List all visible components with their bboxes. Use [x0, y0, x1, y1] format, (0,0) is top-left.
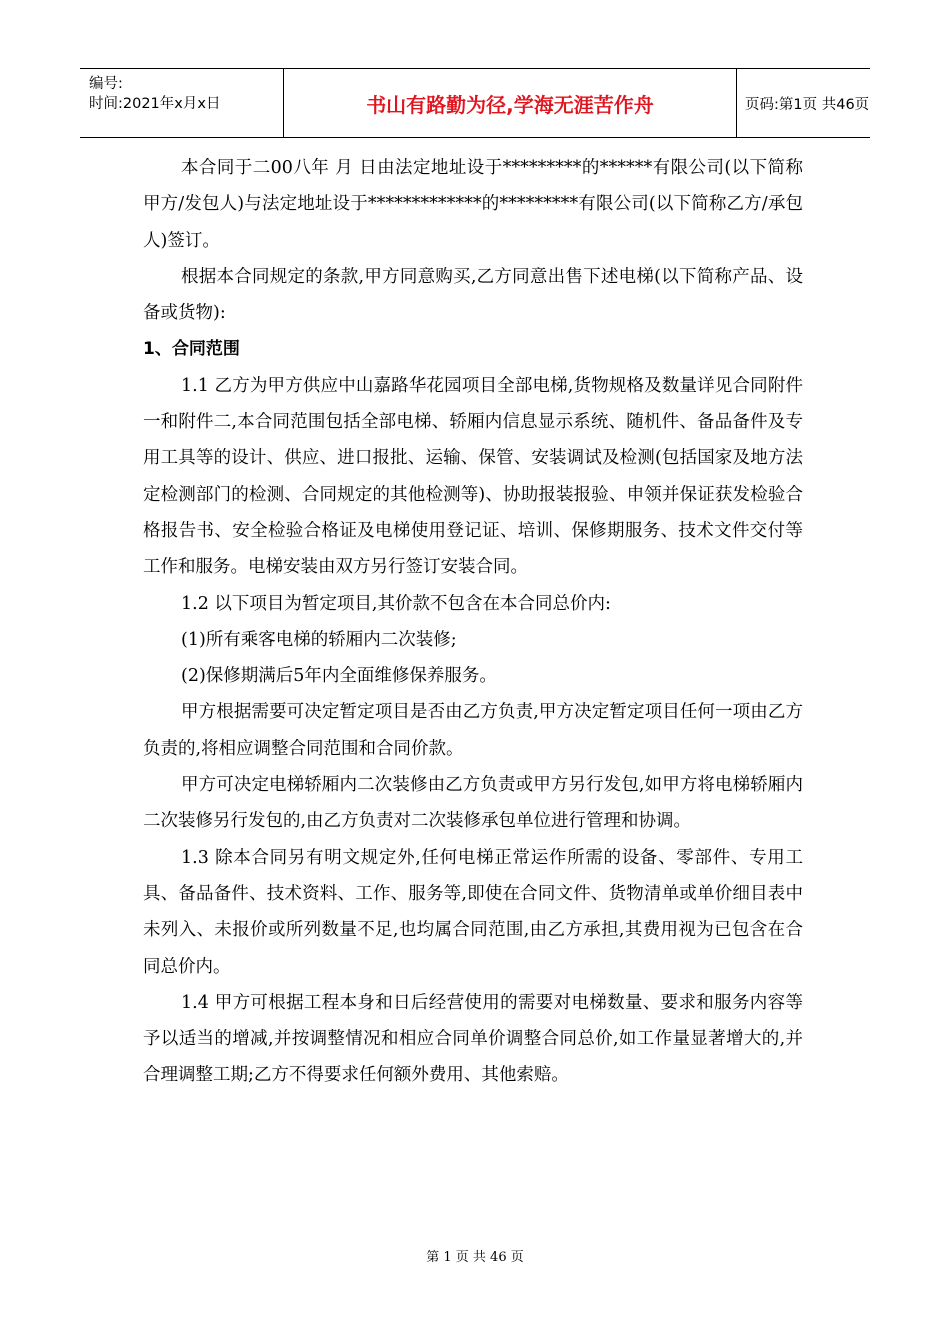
clause-1-2-item-2: (2)保修期满后5年内全面维修保养服务。 [181, 666, 497, 687]
document-date-label: 时间:2021年x月x日 [89, 96, 221, 112]
section-heading-scope: 1、合同范围 [143, 339, 240, 360]
clause-1-3: 1.3 除本合同另有明文规定外,任何电梯正常运作所需的设备、零部件、专用工具、备品备件、技术资料、工作、服务等,即使在合同文件、货物清单或单价细目表中未列入、未报价或所列数量不足,也均属合同范围,由乙方承担,其费用视为已包含在合同总价内。 [143, 847, 803, 977]
header-page-label: 页码:第1页 共46页 [745, 96, 870, 113]
paragraph-car-decoration: 甲方可决定电梯轿厢内二次装修由乙方负责或甲方另行发包,如甲方将电梯轿厢内二次装修另行发包的,由乙方负责对二次装修承包单位进行管理和协调。 [143, 775, 803, 832]
paragraph-intro: 本合同于二00八年 月 日由法定地址设于*********的******有限公司(以下简称甲方/发包人)与法定地址设于*************的*********有限公司(以下简称乙方/承包人)签订。 [143, 158, 803, 251]
page-footer: 第 1 页 共 46 页 [426, 1250, 524, 1265]
clause-1-2-item-1: (1)所有乘客电梯的轿厢内二次装修; [181, 629, 457, 650]
paragraph-provisional-items: 甲方根据需要可决定暂定项目是否由乙方负责,甲方决定暂定项目任何一项由乙方负责的,将相应调整合同范围和合同价款。 [143, 702, 803, 759]
paragraph-purchase: 根据本合同规定的条款,甲方同意购买,乙方同意出售下述电梯(以下简称产品、设备或货物): [143, 266, 803, 324]
header-meta [80, 69, 283, 137]
document-number-label: 编号: [89, 76, 123, 92]
clause-1-4: 1.4 甲方可根据工程本身和日后经营使用的需要对电梯数量、要求和服务内容等予以适当的增减,并按调整情况和相应合同单价调整合同总价,如工作量显著增大的,并合理调整工期;乙方不得要求任何额外费用、其他索赔。 [143, 992, 803, 1086]
document-header [80, 68, 870, 138]
header-motto: 书山有路勤为径,学海无涯苦作舟 [283, 69, 737, 137]
clause-1-2: 1.2 以下项目为暂定项目,其价款不包含在本合同总价内: [181, 593, 611, 614]
clause-1-1: 1.1 乙方为甲方供应中山嘉路华花园项目全部电梯,货物规格及数量详见合同附件一和附件二,本合同范围包括全部电梯、轿厢内信息显示系统、随机件、备品备件及专用工具等的设计、供应、进口报批、运输、保管、安装调试及检测(包括国家及地方法定检测部门的检测、合同规定的其他检测等)、协助报装报验、申领并保证获发检验合格报告书、安全检验合格证及电梯使用登记证、培训、保修期服务、技术文件交付等工作和服务。电梯安装由双方另行签订安装合同。 [143, 375, 803, 578]
contract-body [143, 150, 803, 1094]
